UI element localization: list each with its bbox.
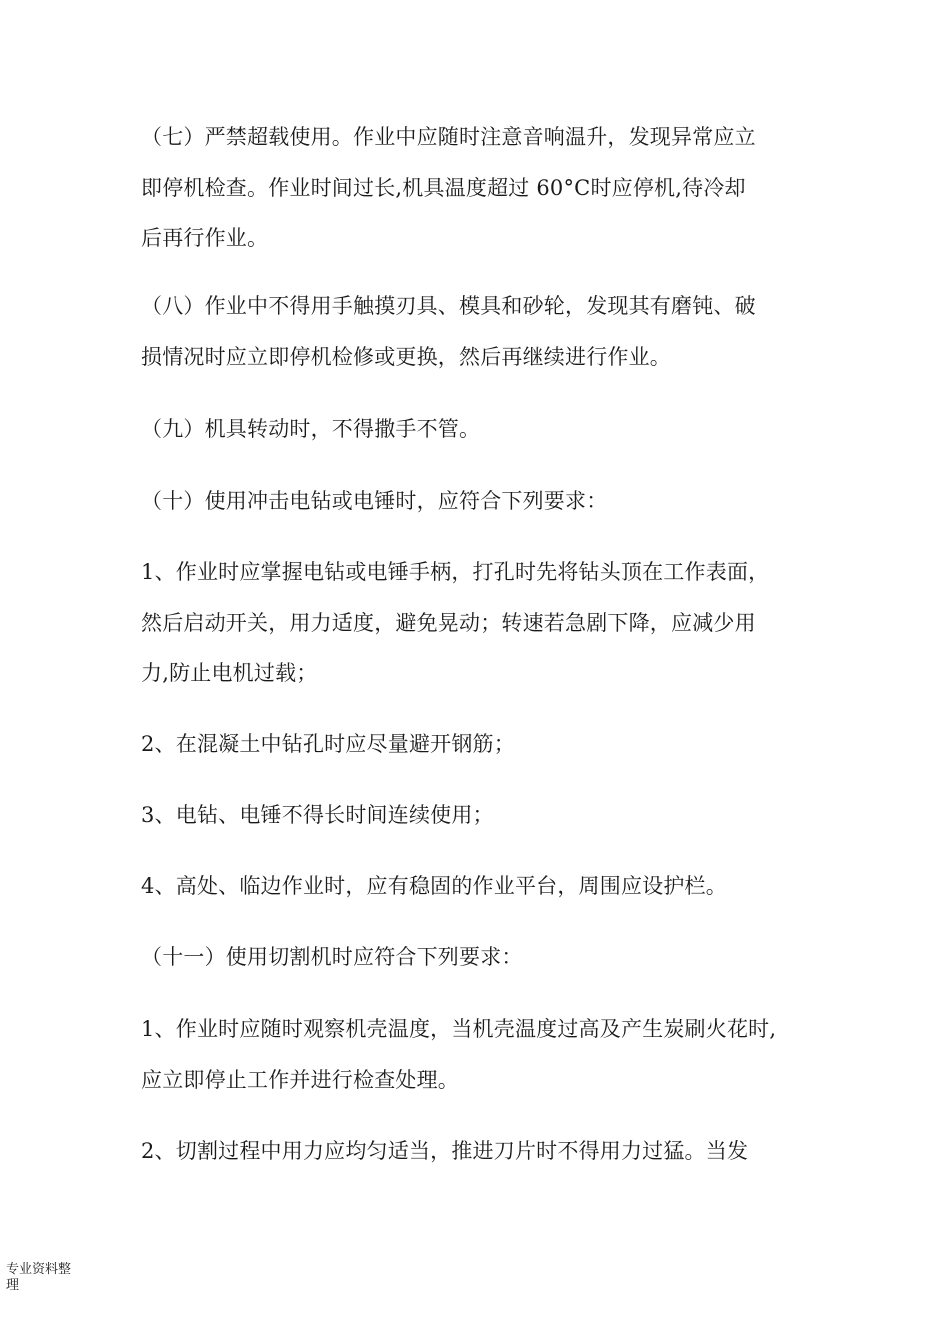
text-line: 应立即停止工作并进行检查处理。 <box>141 1068 459 1092</box>
text-line: 4、高处、临边作业时，应有稳固的作业平台，周围应设护栏。 <box>141 874 727 898</box>
footer-line: 专业资料整 <box>6 1262 72 1277</box>
footer-line: 理 <box>6 1278 20 1293</box>
text-line: 然后启动开关，用力适度，避免晃动；转速若急剧下降，应减少用 <box>141 611 756 635</box>
text-line: 后再行作业。 <box>141 226 269 250</box>
text-line: （十）使用冲击电钻或电锤时，应符合下列要求： <box>141 489 608 513</box>
text-line: 2、在混凝土中钻孔时应尽量避开钢筋； <box>141 732 515 756</box>
text-line: （八）作业中不得用手触摸刃具、模具和砂轮，发现其有磨钝、破 <box>141 294 756 318</box>
text-line: 3、电钻、电锤不得长时间连续使用； <box>141 803 494 827</box>
text-line: 1、作业时应随时观察机壳温度，当机壳温度过高及产生炭刷火花时, <box>141 1017 777 1041</box>
text-line: 1、作业时应掌握电钻或电锤手柄，打孔时先将钻头顶在工作表面， <box>141 560 770 584</box>
page-footer <box>6 1262 86 1294</box>
text-line: （九）机具转动时，不得撒手不管。 <box>141 417 481 441</box>
text-line: （十一）使用切割机时应符合下列要求： <box>141 945 523 969</box>
text-line: 力,防止电机过载； <box>141 661 318 685</box>
text-line: 损情况时应立即停机检修或更换，然后再继续进行作业。 <box>141 345 671 369</box>
text-line: 即停机检查。作业时间过长,机具温度超过 60°C时应停机,待冷却 <box>141 176 746 200</box>
text-line: 2、切割过程中用力应均匀适当，推进刀片时不得用力过猛。当发 <box>141 1139 749 1163</box>
text-line: （七）严禁超载使用。作业中应随时注意音响温升，发现异常应立 <box>141 125 756 149</box>
